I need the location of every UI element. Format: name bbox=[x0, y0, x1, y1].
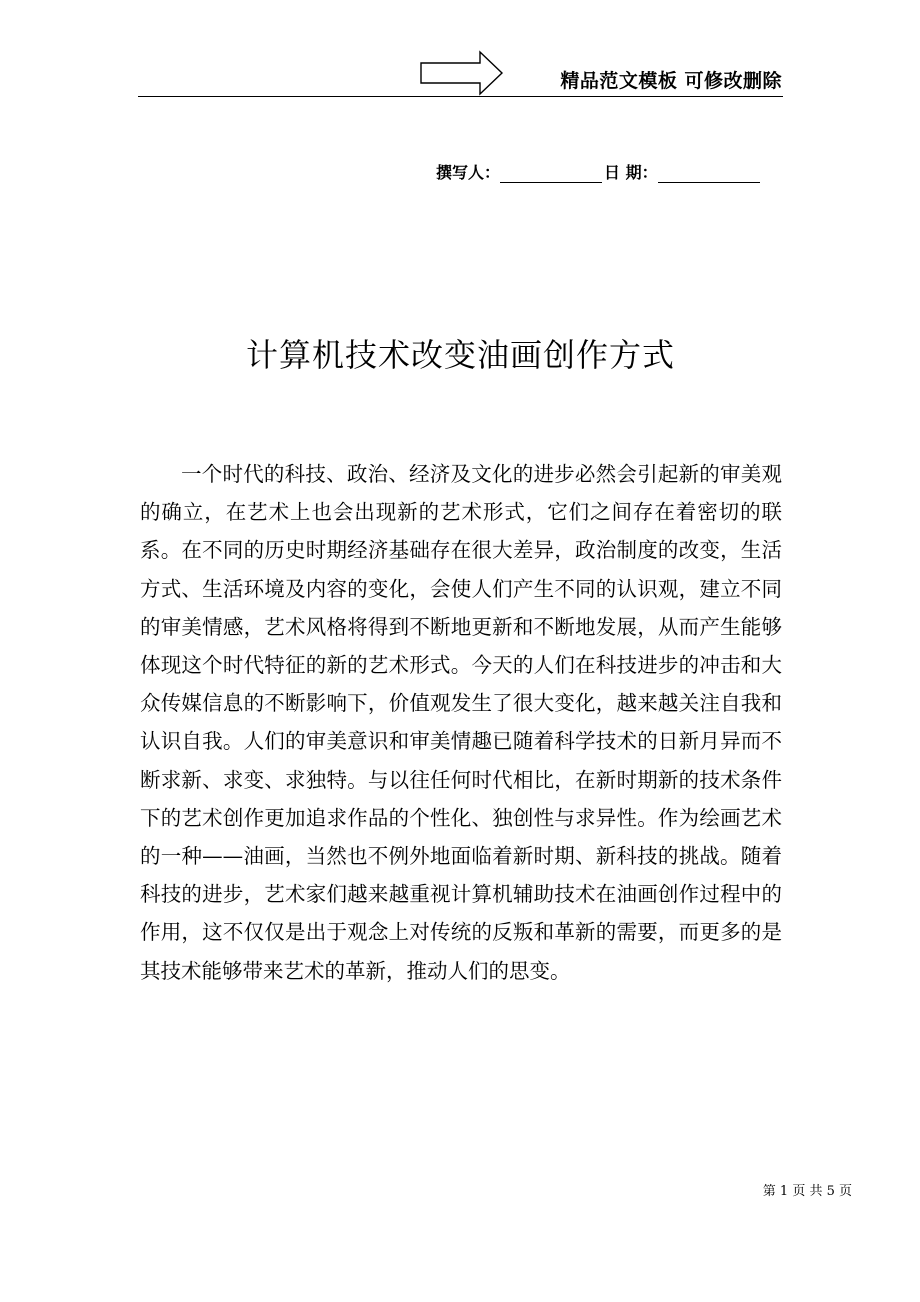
date-blank bbox=[658, 164, 760, 183]
date-label: 日 期： bbox=[604, 163, 658, 182]
header-divider bbox=[138, 96, 783, 97]
document-title: 计算机技术改变油画创作方式 bbox=[245, 336, 675, 374]
right-arrow-icon bbox=[420, 50, 504, 96]
author-label: 撰写人： bbox=[436, 163, 501, 182]
author-date-line bbox=[436, 160, 782, 184]
template-note: 精品范文模板 可修改删除 bbox=[560, 70, 782, 92]
body-paragraph: 一个时代的科技、政治、经济及文化的进步必然会引起新的审美观的确立，在艺术上也会出现新的艺术形式，它们之间存在着密切的联系。在不同的历史时期经济基础存在很大差异，政治制度的改变，生活方式、生活环境及内容的变化，会使人们产生不同的认识观，建立不同的审美情感，艺术风格将得到不断地更新和不断地发展，从而产生能够体现这个时代特征的新的艺术形式。今天的人们在科技进步的冲击和大众传媒信息的不断影响下，价值观发生了很大变化，越来越关注自我和认识自我。人们的审美意识和审美情趣已随着科学技术的日新月异而不断求新、求变、求独特。与以往任何时代相比，在新时期新的技术条件下的艺术创作更加追求作品的个性化、独创性与求异性。作为绘画艺术的一种——油画，当然也不例外地面临着新时期、新科技的挑战。随着科技的进步，艺术家们越来越重视计算机辅助技术在油画创作过程中的作用，这不仅仅是出于观念上对传统的反叛和革新的需要，而更多的是其技术能够带来艺术的革新，推动人们的思变。 bbox=[140, 462, 782, 983]
author-blank bbox=[500, 164, 602, 183]
page-footer: 第 1 页 共 5 页 bbox=[762, 1184, 852, 1199]
